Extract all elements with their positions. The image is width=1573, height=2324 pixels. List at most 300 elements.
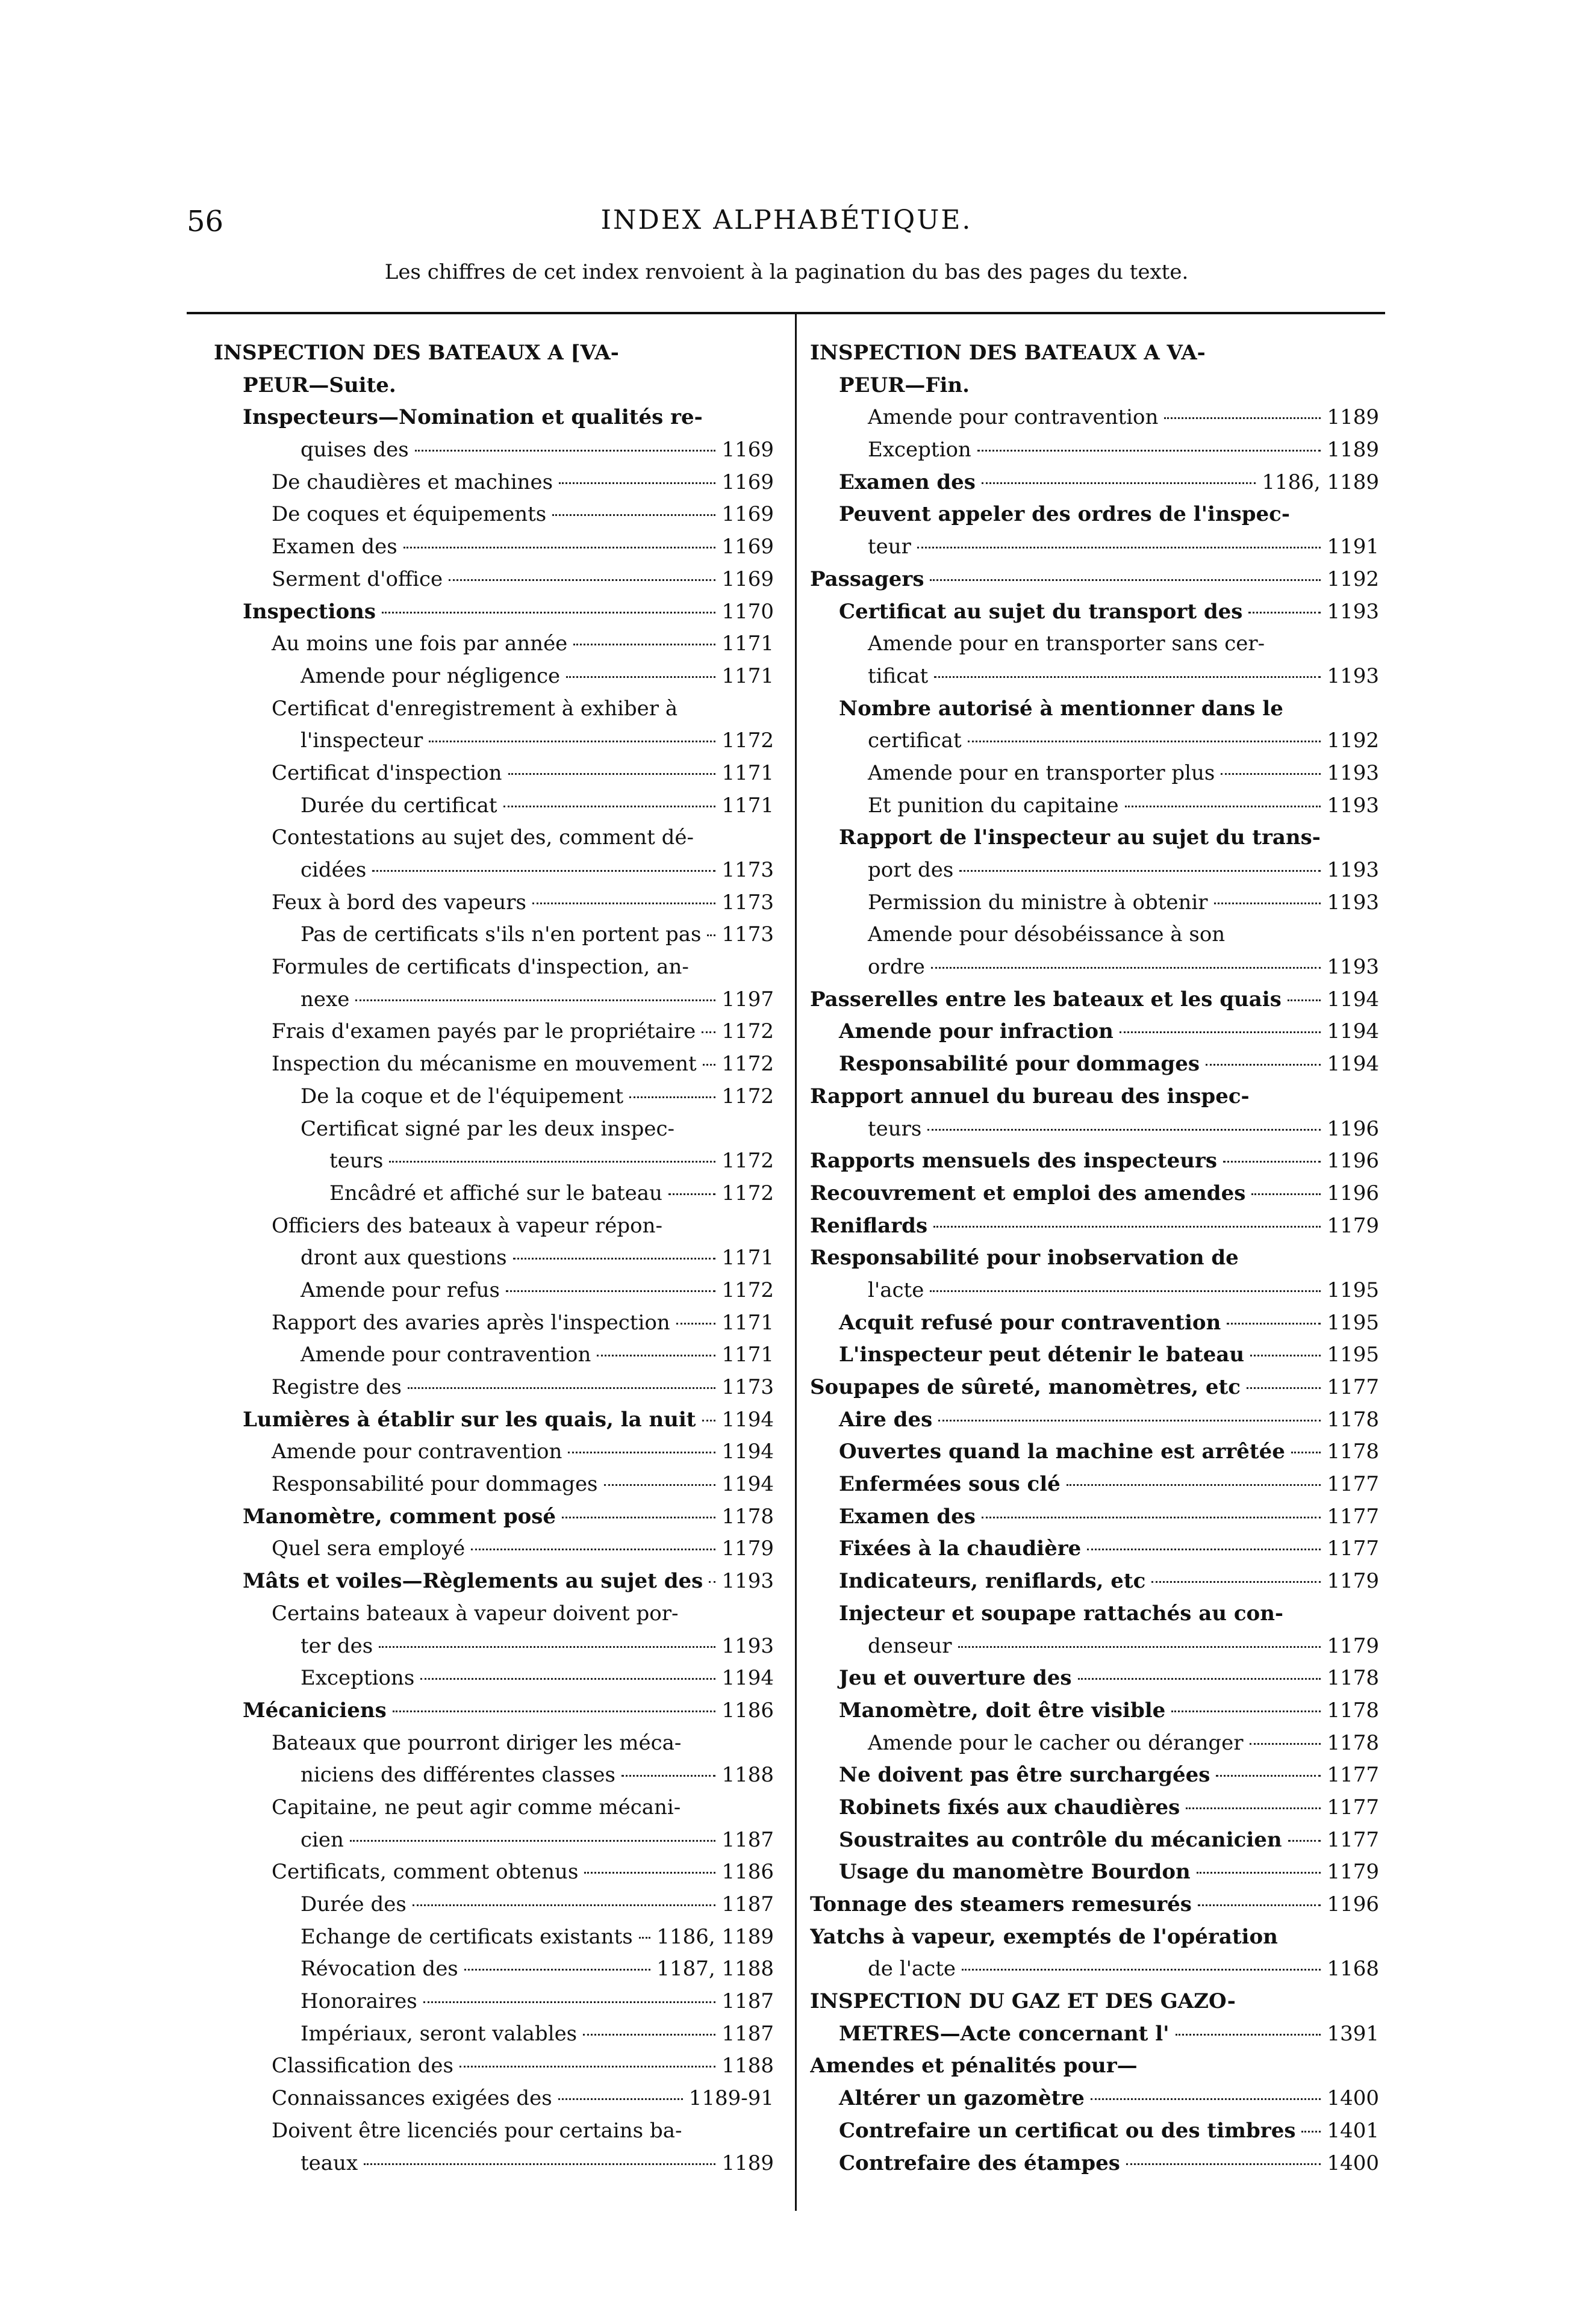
entry-text: Connaissances exigées des <box>272 2086 552 2111</box>
index-entry <box>810 1372 1379 1404</box>
entry-text: Amende pour négligence <box>301 663 561 688</box>
entry-text: Lumières à établir sur les quais, la nuit <box>243 1407 696 1432</box>
page-reference: 1197 <box>721 987 774 1011</box>
entry-text: Officiers des bateaux à vapeur répon- <box>272 1213 662 1238</box>
page-reference: 1178 <box>1327 1440 1379 1464</box>
dot-leader <box>562 1517 715 1518</box>
entry-text: Reniflards <box>810 1213 928 1238</box>
dot-leader <box>1151 1581 1321 1583</box>
entry-text: Responsabilité pour dommages <box>272 1472 598 1497</box>
entry-text: Capitaine, ne peut agir comme mécani- <box>272 1795 681 1819</box>
page-reference: 1193 <box>1327 858 1379 882</box>
entry-text: Certificat d'enregistrement à exhiber à <box>272 696 678 721</box>
entry-text: Soupapes de sûreté, manomètres, etc <box>810 1375 1241 1399</box>
entry-text: Passerelles entre les bateaux et les quais <box>810 987 1282 1011</box>
index-entry <box>810 337 1379 370</box>
page-reference: 1169 <box>721 502 774 527</box>
entry-text: Mâts et voiles—Règlements au sujet des <box>243 1569 703 1594</box>
page-reference: 1177 <box>1327 1763 1379 1788</box>
entry-text: Mécaniciens <box>243 1698 387 1723</box>
dot-leader <box>355 999 715 1001</box>
dot-leader <box>639 1937 651 1939</box>
page-reference: 1187, 1188 <box>656 1957 774 1981</box>
entry-text: Examen des <box>839 1504 976 1529</box>
dot-leader <box>959 870 1321 872</box>
page-reference: 1179 <box>1327 1860 1379 1884</box>
index-entry <box>214 1662 774 1695</box>
page-reference: 1177 <box>1327 1795 1379 1819</box>
index-entry <box>810 1630 1379 1663</box>
index-entry <box>214 564 774 596</box>
entry-text: Jeu et ouverture des <box>839 1666 1072 1691</box>
entry-text: Encâdré et affiché sur le bateau <box>329 1181 662 1205</box>
page-reference: 1172 <box>721 1084 774 1108</box>
entry-text: PEUR—Fin. <box>839 373 970 397</box>
index-entry <box>214 596 774 629</box>
page-reference: 1194 <box>1327 1052 1379 1077</box>
page-reference: 1195 <box>1327 1278 1379 1302</box>
index-entry <box>810 402 1379 434</box>
page-reference: 1195 <box>1327 1310 1379 1335</box>
entry-text: Ouvertes quand la machine est arrêtée <box>839 1440 1285 1464</box>
dot-leader <box>934 676 1321 678</box>
dot-leader <box>420 1678 715 1680</box>
entry-text: Amende pour contravention <box>272 1440 562 1464</box>
index-entry <box>810 1889 1379 1921</box>
index-entry <box>810 1759 1379 1792</box>
index-entry <box>214 1986 774 2018</box>
index-entry <box>810 1178 1379 1210</box>
index-entry <box>810 467 1379 499</box>
index-entry <box>810 1242 1379 1275</box>
page-reference: 1194 <box>1327 987 1379 1011</box>
dot-leader <box>379 1646 715 1648</box>
index-entry <box>214 2083 774 2115</box>
entry-text: Contestations au sujet des, comment dé- <box>272 825 694 850</box>
index-entry <box>214 1242 774 1275</box>
entry-text: cien <box>301 1827 344 1852</box>
dot-leader <box>403 547 716 548</box>
page-reference: 1178 <box>1327 1666 1379 1691</box>
entry-text: Amende pour contravention <box>868 405 1159 430</box>
index-entry <box>214 2018 774 2051</box>
index-entry <box>214 790 774 822</box>
index-entry <box>214 1145 774 1178</box>
page-reference: 1169 <box>721 535 774 559</box>
dot-leader <box>513 1258 716 1260</box>
index-entry <box>214 854 774 887</box>
entry-text: De coques et équipements <box>272 502 547 527</box>
entry-text: de l'acte <box>868 1957 956 1981</box>
index-entry <box>214 1113 774 1146</box>
index-entry <box>810 434 1379 467</box>
entry-text: Amende pour le cacher ou déranger <box>868 1730 1244 1755</box>
dot-leader <box>676 1323 716 1325</box>
index-entry <box>214 1404 774 1437</box>
page-number: 56 <box>187 205 224 238</box>
page-reference: 1177 <box>1327 1375 1379 1399</box>
index-entry <box>214 1630 774 1663</box>
page-reference: 1193 <box>721 1633 774 1658</box>
entry-text: Impériaux, seront valables <box>301 2021 578 2046</box>
index-entry <box>214 1824 774 1857</box>
dot-leader <box>597 1355 715 1356</box>
index-entry <box>214 402 774 434</box>
page-reference: 1193 <box>1327 599 1379 624</box>
entry-text: Certificats, comment obtenus <box>272 1860 579 1884</box>
dot-leader <box>1216 1775 1321 1777</box>
page-reference: 1194 <box>721 1440 774 1464</box>
dot-leader <box>1214 903 1321 904</box>
column-divider <box>795 314 797 2211</box>
entry-text: Recouvrement et emploi des amendes <box>810 1181 1246 1205</box>
dot-leader <box>1248 612 1321 614</box>
page-reference: 1196 <box>1327 1149 1379 1173</box>
index-entry <box>214 1533 774 1565</box>
entry-text: Pas de certificats s'ils n'en portent pas <box>301 922 702 947</box>
dot-leader <box>1291 1452 1321 1453</box>
page-reference: 1173 <box>721 890 774 915</box>
entry-text: Inspections <box>243 599 376 624</box>
entry-text: De la coque et de l'équipement <box>301 1084 624 1108</box>
index-entry <box>810 1727 1379 1760</box>
dot-leader <box>1251 1193 1321 1195</box>
dot-leader <box>1078 1678 1321 1680</box>
page-reference: 1172 <box>721 1149 774 1173</box>
dot-leader <box>1126 2163 1321 2165</box>
index-entry <box>214 1856 774 1889</box>
entry-text: METRES—Acte concernant l' <box>839 2021 1170 2046</box>
page-reference: 1193 <box>1327 760 1379 785</box>
entry-text: Manomètre, comment posé <box>243 1504 556 1529</box>
index-entry <box>810 1921 1379 1954</box>
entry-text: Examen des <box>839 470 976 494</box>
entry-text: Certificat au sujet du transport des <box>839 599 1243 624</box>
dot-leader <box>471 1549 715 1550</box>
page-reference: 1173 <box>721 922 774 947</box>
page-reference: 1196 <box>1327 1892 1379 1916</box>
entry-text: Formules de certificats d'inspection, an- <box>272 955 689 980</box>
page-reference: 1171 <box>721 632 774 656</box>
index-entry <box>810 628 1379 660</box>
dot-leader <box>930 579 1321 581</box>
entry-text: INSPECTION DES BATEAUX A [VA- <box>214 341 619 365</box>
entry-text: Certains bateaux à vapeur doivent por- <box>272 1601 679 1626</box>
index-entry <box>214 1727 774 1760</box>
dot-leader <box>429 741 715 742</box>
dot-leader <box>982 482 1256 484</box>
index-entry <box>214 2115 774 2148</box>
entry-text: niciens des différentes classes <box>301 1763 615 1788</box>
entry-text: Amendes et pénalités pour— <box>810 2054 1138 2078</box>
index-entry <box>810 822 1379 854</box>
dot-leader <box>1198 1904 1321 1906</box>
page-reference: 1391 <box>1327 2021 1379 2046</box>
entry-text: Examen des <box>272 535 397 559</box>
entry-text: Rapport de l'inspecteur au sujet du trans- <box>839 825 1321 850</box>
index-entry <box>810 1339 1379 1372</box>
index-entry <box>214 434 774 467</box>
index-entry <box>810 1016 1379 1048</box>
entry-text: INSPECTION DES BATEAUX A VA- <box>810 341 1206 365</box>
entry-text: Amende pour en transporter sans cer- <box>868 632 1265 656</box>
entry-text: Enfermées sous clé <box>839 1472 1061 1497</box>
index-entry <box>810 2115 1379 2148</box>
entry-text: quises des <box>301 438 409 462</box>
index-entry <box>214 1436 774 1468</box>
entry-text: Peuvent appeler des ordres de l'inspec- <box>839 502 1290 527</box>
page-reference: 1186 <box>721 1698 774 1723</box>
index-entry <box>810 757 1379 790</box>
entry-text: Amende pour en transporter plus <box>868 760 1215 785</box>
page-reference: 1187 <box>721 1827 774 1852</box>
entry-text: l'acte <box>868 1278 924 1302</box>
dot-leader <box>508 773 716 775</box>
dot-leader <box>930 1290 1321 1292</box>
page-reference: 1193 <box>721 1569 774 1594</box>
dot-leader <box>552 514 715 516</box>
index-entry <box>810 1210 1379 1243</box>
entry-text: Injecteur et soupape rattachés au con- <box>839 1601 1284 1626</box>
dot-leader <box>566 676 715 678</box>
entry-text: Et punition du capitaine <box>868 793 1119 818</box>
dot-leader <box>703 1064 716 1066</box>
index-entry <box>810 2148 1379 2180</box>
index-entry <box>214 1468 774 1501</box>
dot-leader <box>982 1517 1321 1518</box>
entry-text: Rapport annuel du bureau des inspec- <box>810 1084 1250 1108</box>
page-reference: 1189 <box>1327 438 1379 462</box>
index-entry <box>214 951 774 984</box>
page-reference: 1194 <box>721 1472 774 1497</box>
dot-leader <box>364 2163 715 2165</box>
entry-text: Amende pour infraction <box>839 1019 1114 1044</box>
page-reference: 1186, 1189 <box>656 1924 774 1949</box>
index-entry <box>214 1275 774 1307</box>
dot-leader <box>558 2098 683 2100</box>
entry-text: INSPECTION DU GAZ ET DES GAZO- <box>810 1989 1236 2014</box>
index-entry <box>214 531 774 564</box>
dot-leader <box>1206 1064 1321 1066</box>
entry-text: Ne doivent pas être surchargées <box>839 1763 1210 1788</box>
entry-text: Certificat d'inspection <box>272 760 502 785</box>
page-reference: 1186, 1189 <box>1262 470 1379 494</box>
index-entry <box>214 757 774 790</box>
page-reference: 1169 <box>721 470 774 494</box>
page-reference: 1192 <box>1327 729 1379 753</box>
entry-text: Durée du certificat <box>301 793 497 818</box>
index-entry <box>214 499 774 531</box>
dot-leader <box>1087 1549 1321 1550</box>
index-entry <box>810 370 1379 402</box>
dot-leader <box>707 934 715 936</box>
dot-leader <box>1288 1840 1321 1842</box>
entry-text: Contrefaire un certificat ou des timbres <box>839 2118 1296 2143</box>
index-entry <box>214 660 774 693</box>
entry-text: certificat <box>868 729 962 753</box>
index-note: Les chiffres de cet index renvoient à la pagination du bas des pages du texte. <box>384 260 1189 284</box>
page-reference: 1194 <box>1327 1019 1379 1044</box>
dot-leader <box>408 1387 715 1389</box>
entry-text: Fixées à la chaudière <box>839 1536 1082 1561</box>
entry-text: Responsabilité pour inobservation de <box>810 1246 1239 1270</box>
dot-leader <box>583 2034 715 2036</box>
page-reference: 1177 <box>1327 1827 1379 1852</box>
page-reference: 1177 <box>1327 1536 1379 1561</box>
index-entry <box>214 1598 774 1630</box>
page-reference: 1400 <box>1327 2086 1379 2111</box>
page-reference: 1194 <box>721 1407 774 1432</box>
page-reference: 1196 <box>1327 1181 1379 1205</box>
entry-text: teurs <box>868 1116 922 1141</box>
index-entry <box>214 370 774 402</box>
page-reference: 1193 <box>1327 663 1379 688</box>
page-reference: 1193 <box>1327 890 1379 915</box>
dot-leader <box>413 1904 716 1906</box>
entry-text: Quel sera employé <box>272 1536 466 1561</box>
dot-leader <box>933 1226 1321 1228</box>
page-reference: 1187 <box>721 2021 774 2046</box>
index-entry <box>214 628 774 660</box>
entry-text: Altérer un gazomètre <box>839 2086 1085 2111</box>
dot-leader <box>584 1872 715 1874</box>
index-entry <box>810 1145 1379 1178</box>
entry-text: Passagers <box>810 567 924 591</box>
entry-text: Amende pour contravention <box>301 1343 591 1367</box>
dot-leader <box>709 1581 715 1583</box>
dot-leader <box>568 1452 715 1453</box>
entry-text: Contrefaire des étampes <box>839 2151 1120 2175</box>
page-reference: 1173 <box>721 858 774 882</box>
entry-text: Tonnage des steamers remesurés <box>810 1892 1192 1916</box>
entry-text: Rapport des avaries après l'inspection <box>272 1310 670 1335</box>
dot-leader <box>962 1969 1321 1971</box>
entry-text: l'inspecteur <box>301 729 423 753</box>
entry-text: Amende pour désobéissance à son <box>868 922 1226 947</box>
index-entry <box>810 693 1379 725</box>
dot-leader <box>506 1290 715 1292</box>
dot-leader <box>977 450 1321 452</box>
index-entry <box>810 1598 1379 1630</box>
entry-text: Permission du ministre à obtenir <box>868 890 1208 915</box>
index-entry <box>810 1856 1379 1889</box>
index-entry <box>810 887 1379 919</box>
dot-leader <box>1176 2034 1321 2036</box>
index-entry <box>214 1178 774 1210</box>
index-entry <box>214 919 774 951</box>
entry-text: Inspecteurs—Nomination et qualités re- <box>243 405 703 430</box>
index-entry <box>214 1210 774 1243</box>
page-reference: 1168 <box>1327 1957 1379 1981</box>
page-reference: 1178 <box>1327 1407 1379 1432</box>
header-rule <box>187 312 1385 314</box>
entry-text: teur <box>868 535 911 559</box>
index-entry <box>810 1436 1379 1468</box>
entry-text: nexe <box>301 987 350 1011</box>
index-entry <box>810 1792 1379 1824</box>
entry-text: Au moins une fois par année <box>272 632 568 656</box>
dot-leader <box>1186 1807 1321 1809</box>
running-title: INDEX ALPHABÉTIQUE. <box>600 205 973 235</box>
page-reference: 1189-91 <box>688 2086 774 2111</box>
index-entry <box>810 1404 1379 1437</box>
index-entry <box>214 1759 774 1792</box>
dot-leader <box>968 741 1321 742</box>
index-entry <box>214 2148 774 2180</box>
page-reference: 1177 <box>1327 1472 1379 1497</box>
index-entry <box>810 1565 1379 1598</box>
page-reference: 1172 <box>721 1019 774 1044</box>
index-entry <box>214 1921 774 1954</box>
dot-leader <box>382 612 715 614</box>
entry-text: Classification des <box>272 2054 453 2078</box>
entry-text: Serment d'office <box>272 567 443 591</box>
page-reference: 1171 <box>721 663 774 688</box>
dot-leader <box>372 870 715 872</box>
dot-leader <box>621 1775 715 1777</box>
page-reference: 1179 <box>1327 1213 1379 1238</box>
page-reference: 1187 <box>721 1892 774 1916</box>
index-entry <box>810 1986 1379 2018</box>
entry-text: Inspection du mécanisme en mouvement <box>272 1052 697 1077</box>
index-entry <box>214 725 774 757</box>
page-reference: 1192 <box>1327 567 1379 591</box>
dot-leader <box>532 903 715 904</box>
page-reference: 1173 <box>721 1375 774 1399</box>
entry-text: Exceptions <box>301 1666 415 1691</box>
dot-leader <box>464 1969 651 1971</box>
entry-text: Exception <box>868 438 971 462</box>
index-entry <box>214 467 774 499</box>
page-reference: 1178 <box>721 1504 774 1529</box>
dot-leader <box>1125 806 1321 807</box>
entry-text: Registre des <box>272 1375 402 1399</box>
entry-text: teaux <box>301 2151 358 2175</box>
dot-leader <box>629 1096 715 1098</box>
page-reference: 1193 <box>1327 955 1379 980</box>
index-entry <box>810 1468 1379 1501</box>
index-entry <box>810 1275 1379 1307</box>
entry-text: denseur <box>868 1633 952 1658</box>
entry-text: Manomètre, doit être visible <box>839 1698 1166 1723</box>
page-reference: 1193 <box>1327 793 1379 818</box>
page-reference: 1172 <box>721 1278 774 1302</box>
dot-leader <box>459 2066 716 2068</box>
index-entry <box>810 725 1379 757</box>
index-entry <box>810 790 1379 822</box>
dot-leader <box>1223 1161 1321 1163</box>
index-entry <box>214 1081 774 1113</box>
entry-text: Doivent être licenciés pour certains ba- <box>272 2118 682 2143</box>
index-entry <box>214 1048 774 1081</box>
page-reference: 1188 <box>721 2054 774 2078</box>
page-reference: 1196 <box>1327 1116 1379 1141</box>
index-entry <box>214 887 774 919</box>
page-reference: 1195 <box>1327 1343 1379 1367</box>
dot-leader <box>917 547 1321 548</box>
index-entry <box>214 693 774 725</box>
page-reference: 1189 <box>1327 405 1379 430</box>
entry-text: ordre <box>868 955 925 980</box>
entry-text: Robinets fixés aux chaudières <box>839 1795 1180 1819</box>
dot-leader <box>1227 1323 1321 1325</box>
index-entry <box>214 1953 774 1986</box>
entry-text: Echange de certificats existants <box>301 1924 633 1949</box>
entry-text: Usage du manomètre Bourdon <box>839 1860 1191 1884</box>
index-entry <box>810 1048 1379 1081</box>
dot-leader <box>573 644 715 645</box>
page-reference: 1400 <box>1327 2151 1379 2175</box>
